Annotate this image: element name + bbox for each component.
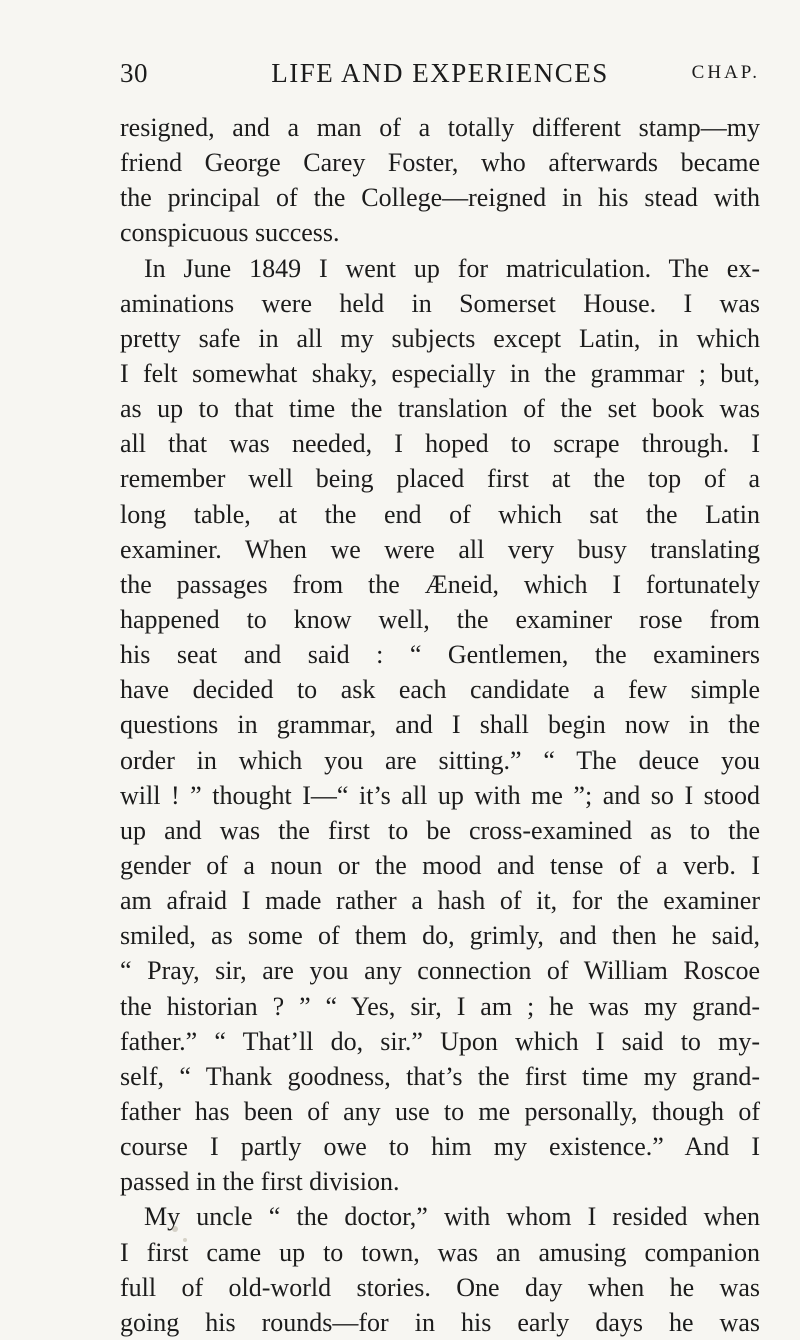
text-line: friend George Carey Foster, who afterwards became	[120, 148, 760, 178]
text-line: In June 1849 I went up for matriculation. The ex-	[144, 253, 760, 283]
text-line: conspicuous success.	[120, 218, 340, 248]
text-line: I felt somewhat shaky, especially in the grammar ; but,	[120, 358, 760, 388]
text-line: full of old-world stories. One day when he was	[120, 1272, 760, 1302]
text-line: remember well being placed first at the top of a	[120, 464, 760, 494]
text-line: father has been of any use to me personally, though of	[120, 1096, 760, 1126]
body-text	[120, 110, 760, 1340]
text-line: My uncle “ the doctor,” with whom I resided when	[144, 1202, 760, 1232]
text-line: “ Pray, sir, are you any connection of William Roscoe	[120, 956, 760, 986]
text-line: pretty safe in all my subjects except Latin, in which	[120, 323, 760, 353]
text-line: questions in grammar, and I shall begin now in the	[120, 710, 760, 740]
text-line: passed in the first division.	[120, 1167, 400, 1197]
text-line: the passages from the Æneid, which I fortunately	[120, 569, 760, 599]
text-line: I first came up to town, was an amusing companion	[120, 1237, 760, 1267]
chapter-label: CHAP.	[691, 62, 760, 83]
text-line: up and was the first to be cross-examined as to the	[120, 815, 760, 845]
ink-blot	[183, 1238, 187, 1242]
page-number: 30	[120, 58, 148, 88]
text-line: as up to that time the translation of the set book was	[120, 394, 760, 424]
text-line: father.” “ That’ll do, sir.” Upon which I said to my-	[120, 1026, 760, 1056]
text-line: smiled, as some of them do, grimly, and then he said,	[120, 921, 760, 951]
text-line: the historian ? ” “ Yes, sir, I am ; he was my grand-	[120, 991, 760, 1021]
text-line: order in which you are sitting.” “ The deuce you	[120, 745, 760, 775]
text-line: his seat and said : “ Gentlemen, the examiners	[120, 640, 760, 670]
text-line: examiner. When we were all very busy translating	[120, 534, 760, 564]
text-line: am afraid I made rather a hash of it, for the examiner	[120, 886, 760, 916]
text-line: course I partly owe to him my existence.” And I	[120, 1132, 760, 1162]
text-line: long table, at the end of which sat the Latin	[120, 499, 760, 529]
text-line: all that was needed, I hoped to scrape through. I	[120, 429, 760, 459]
text-line: going his rounds—for in his early days he was	[120, 1307, 760, 1337]
text-line: happened to know well, the examiner rose from	[120, 604, 760, 634]
text-line: gender of a noun or the mood and tense of a verb. I	[120, 850, 760, 880]
text-line: aminations were held in Somerset House. I was	[120, 288, 760, 318]
text-line: have decided to ask each candidate a few simple	[120, 675, 760, 705]
text-line: the principal of the College—reigned in his stead with	[120, 183, 760, 213]
text-line: will ! ” thought I—“ it’s all up with me ”; and so I stood	[120, 780, 760, 810]
text-line: resigned, and a man of a totally different stamp—my	[120, 113, 760, 142]
text-line: self, “ Thank goodness, that’s the first time my grand-	[120, 1061, 760, 1091]
running-head	[120, 58, 760, 98]
running-title: LIFE AND EXPERIENCES	[271, 58, 609, 88]
ink-blot	[172, 1226, 178, 1232]
